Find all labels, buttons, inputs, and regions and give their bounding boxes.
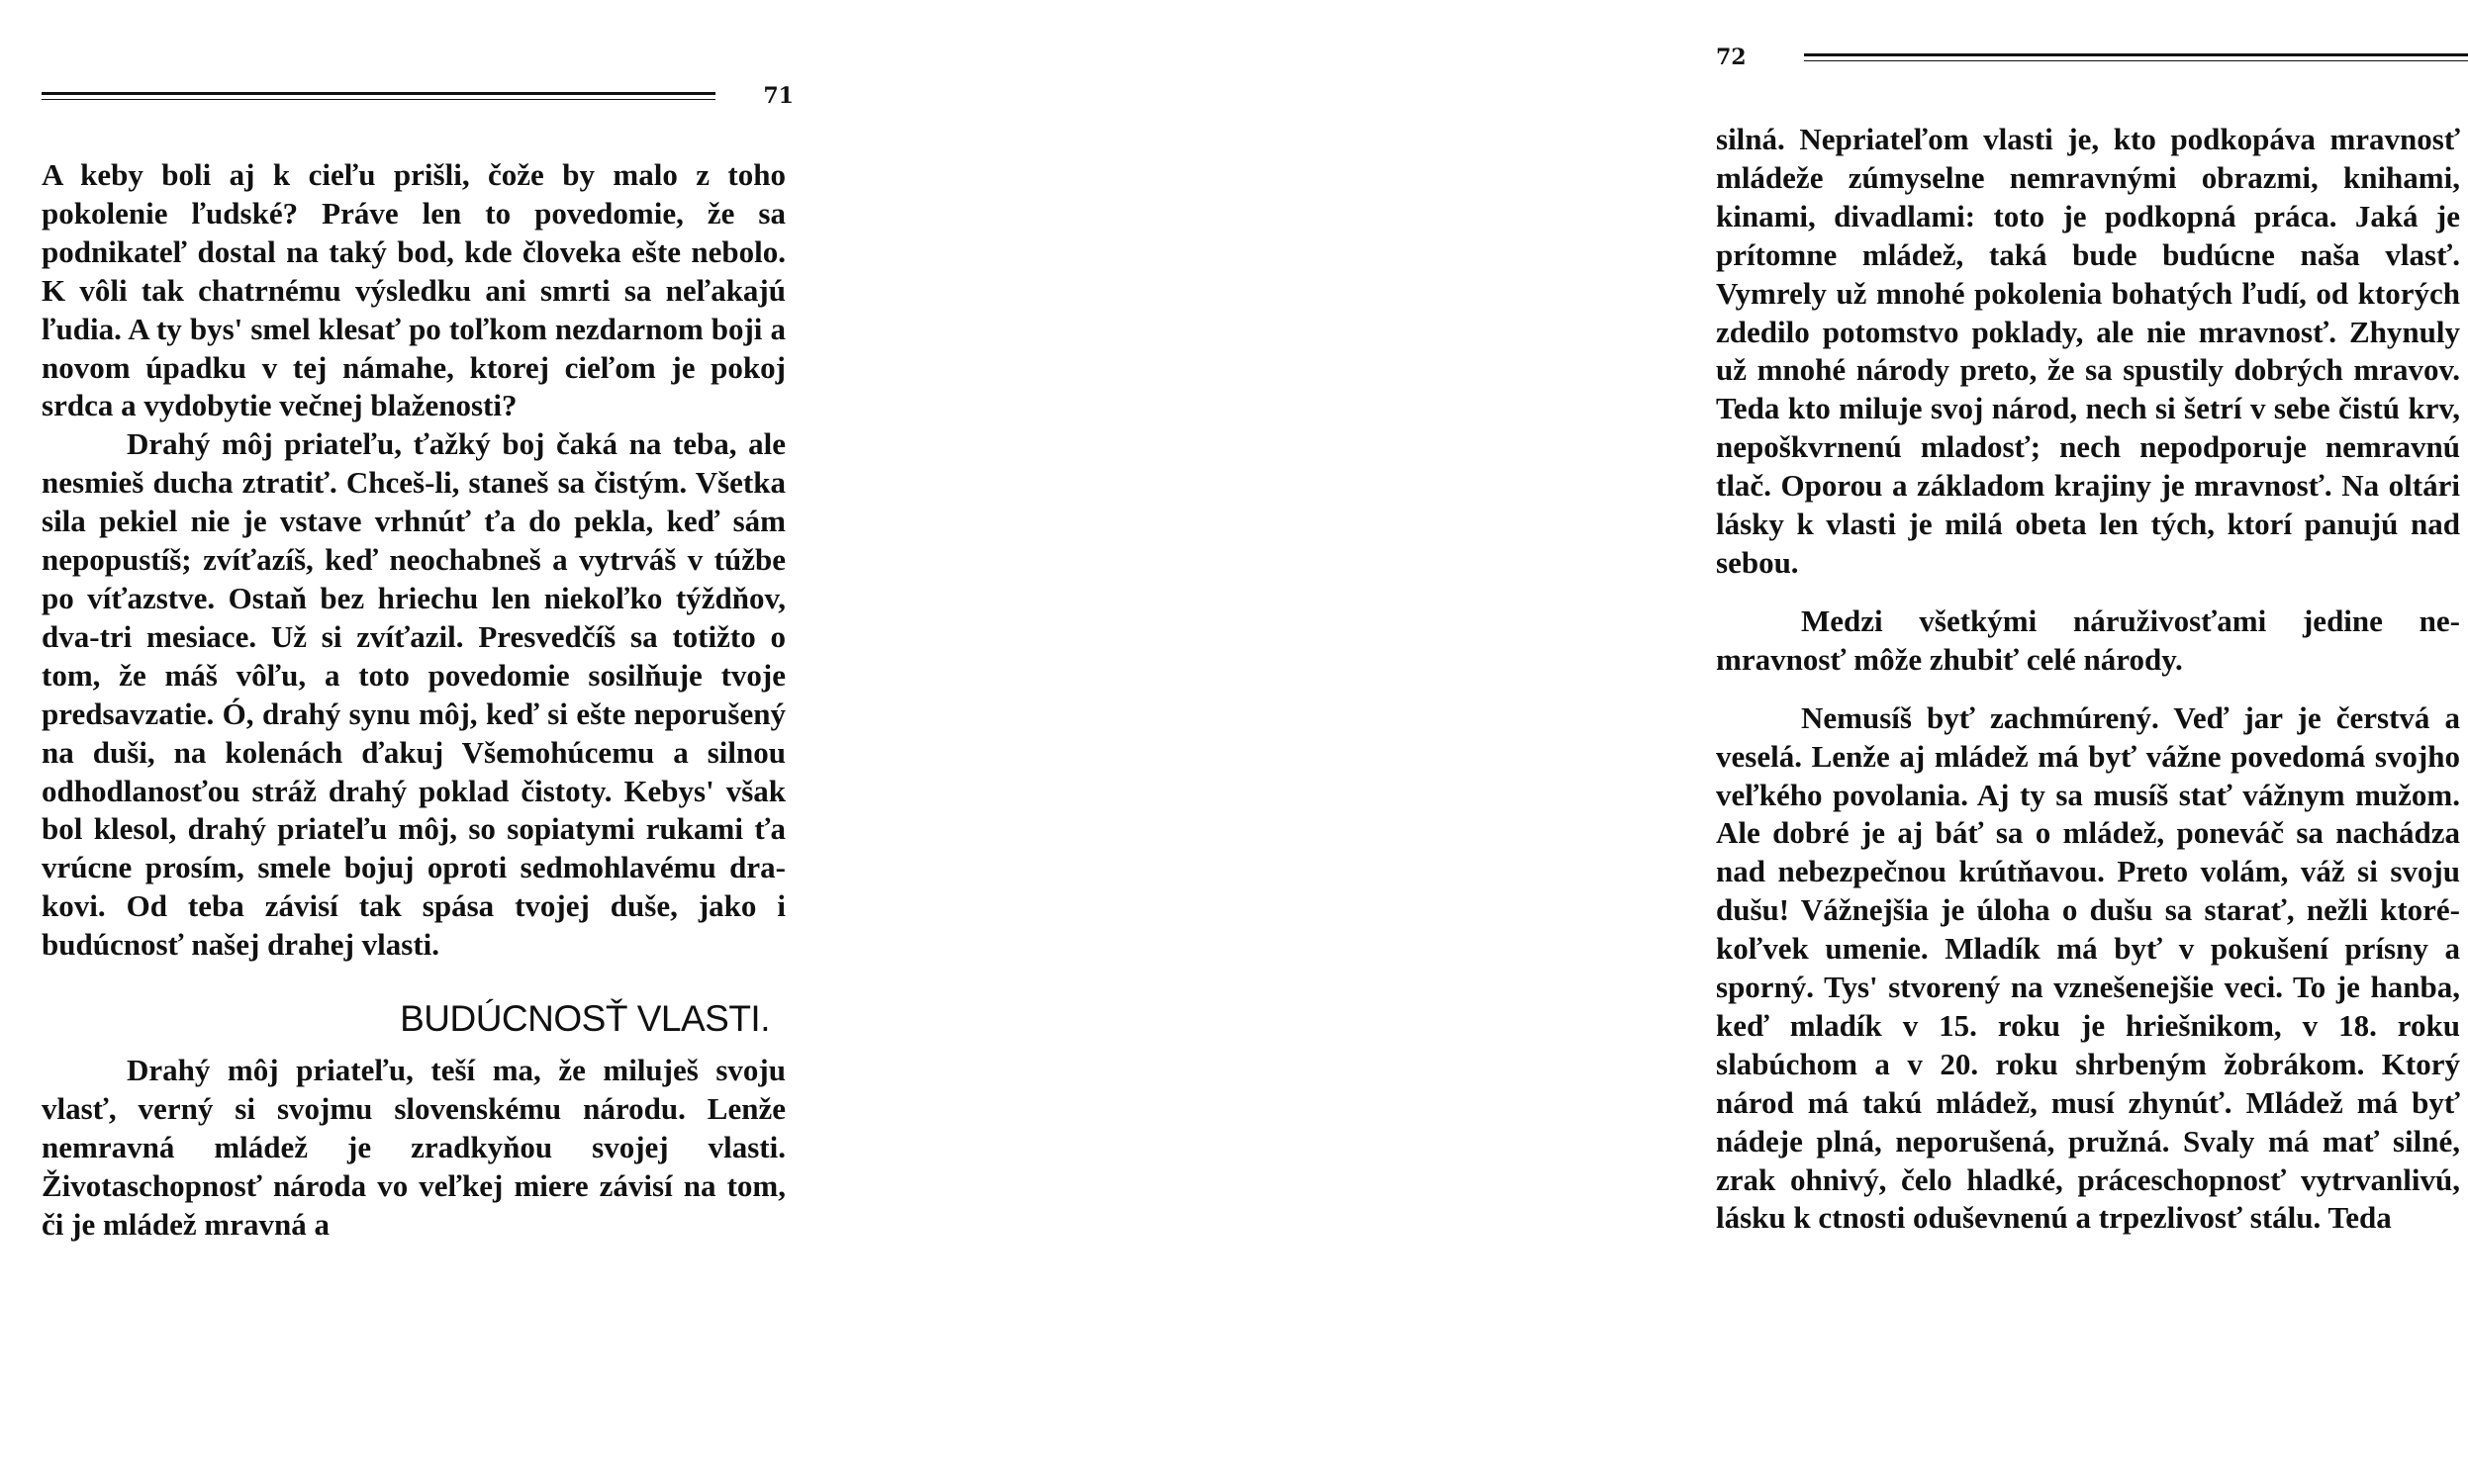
paragraph: silná. Nepriateľom vlasti je, kto podkopáva mravnosť mládeže zúmyselne nemravnými obrazmi, knihami, kinami, divadlami: toto je podkopná práca. Jaká je prítomne mládež, taká bude budúcne naša vlasť. Vymrely už mnohé pokolenia bohatých ľudí, od ktorých zdedilo potomstvo poklady, ale nie mravnosť. Zhynuly už mnohé národy preto, že sa spustily dobrých mravov. Teda kto miluje svoj národ, nech si šetrí v sebe čistú krv, nepoškvrnenú mladosť; nech nepodporuje nemravnú tlač. Oporou a základom krajiny je mravnosť. Na oltári lásky k vlasti je milá obeta len tých, ktorí panujú nad sebou. xyxy=(1716,122,2460,580)
page-number: 71 xyxy=(763,83,794,109)
left-running-head xyxy=(42,83,794,109)
header-rule xyxy=(1804,53,2468,61)
section-heading: BUDÚCNOSŤ VLASTI. xyxy=(400,998,770,1040)
paragraph: Medzi všetkými náruživosťami jedine nemravnosť môže zhubiť celé národy. xyxy=(1716,603,2460,677)
paragraph: A keby boli aj k cieľu prišli, čože by malo z toho pokolenie ľudské? Práve len to povedomie, že sa podnikateľ dostal na taký bod, kde človeka ešte nebolo. K vôli tak chatrnému výsledku ani smrti sa neľakajú ľudia. A ty bys' smel klesať po toľkom nezdarnom boji a novom úpadku v tej námahe, ktorej cieľom je pokoj srdca a vydobytie večnej blaženosti? xyxy=(42,157,786,423)
right-page-text xyxy=(1716,121,2460,1238)
left-page xyxy=(0,0,837,1484)
paragraph: Drahý môj priateľu, ťažký boj čaká na teba, ale nesmieš ducha ztratiť. Chceš-li, staneš sa čistým. Všetka sila pekiel nie je vstave vrhnúť ťa do pekla, keď sám nepopustíš; zvíťazíš, keď neochabneš a vytrváš v túžbe po víťazstve. Ostaň bez hriechu len niekoľko týždňov, dva-tri mesiace. Už si zvíťazil. Presvedčíš sa totižto o tom, že máš vôľu, a toto povedomie sosilňuje tvoje predsavzatie. Ó, drahý synu môj, keď si ešte neporušený na duši, na kolenách ďakuj Všemohúcemu a silnou odhodlanosťou stráž drahý poklad čistoty. Kebys' však bol klesol, drahý priateľu môj, so sopiatymi rukami ťa vrúcne prosím, smele bojuj oproti sedmohlavému drakovi. Od teba závisí tak spása tvojej duše, jako i budúcnosť našej drahej vlasti. xyxy=(42,426,786,963)
left-page-text xyxy=(42,156,786,1245)
right-running-head xyxy=(1716,45,2468,70)
paragraph: Nemusíš byť zachmúrený. Veď jar je čerstvá a veselá. Lenže aj mládež má byť vážne povedomá svojho veľkého povolania. Aj ty sa musíš stať vážnym mužom. Ale dobré je aj báť sa o mládež, poneváč sa nachádza nad nebezpečnou krútňavou. Preto volám, váž si svoju dušu! Vážnejšia je úloha o dušu sa starať, nežli ktorékoľvek umenie. Mladík má byť v pokušení prísny a sporný. Tys' stvorený na vznešenejšie veci. To je hanba, keď mladík v 15. roku je hriešnikom, v 18. roku slabúchom a v 20. roku shrbeným žobrákom. Ktorý národ má takú mládež, musí zhynúť. Mládež má byť nádeje plná, neporušená, pružná. Svaly má mať silné, zrak ohnivý, čelo hladké, práceschopnosť vytrvanlivú, lásku k ctnosti oduševnenú a trpezlivosť stálu. Teda xyxy=(1716,699,2460,1236)
header-rule xyxy=(42,92,715,100)
paragraph: Drahý môj priateľu, teší ma, že miluješ svoju vlasť, verný si svojmu slovenskému národu. Lenže nemravná mládež je zradkyňou svojej vlasti. Životaschopnosť národa vo veľkej miere závisí na tom, či je mládež mravná a xyxy=(42,1053,786,1242)
right-page xyxy=(837,0,2460,1484)
page-number: 72 xyxy=(1716,45,1747,70)
